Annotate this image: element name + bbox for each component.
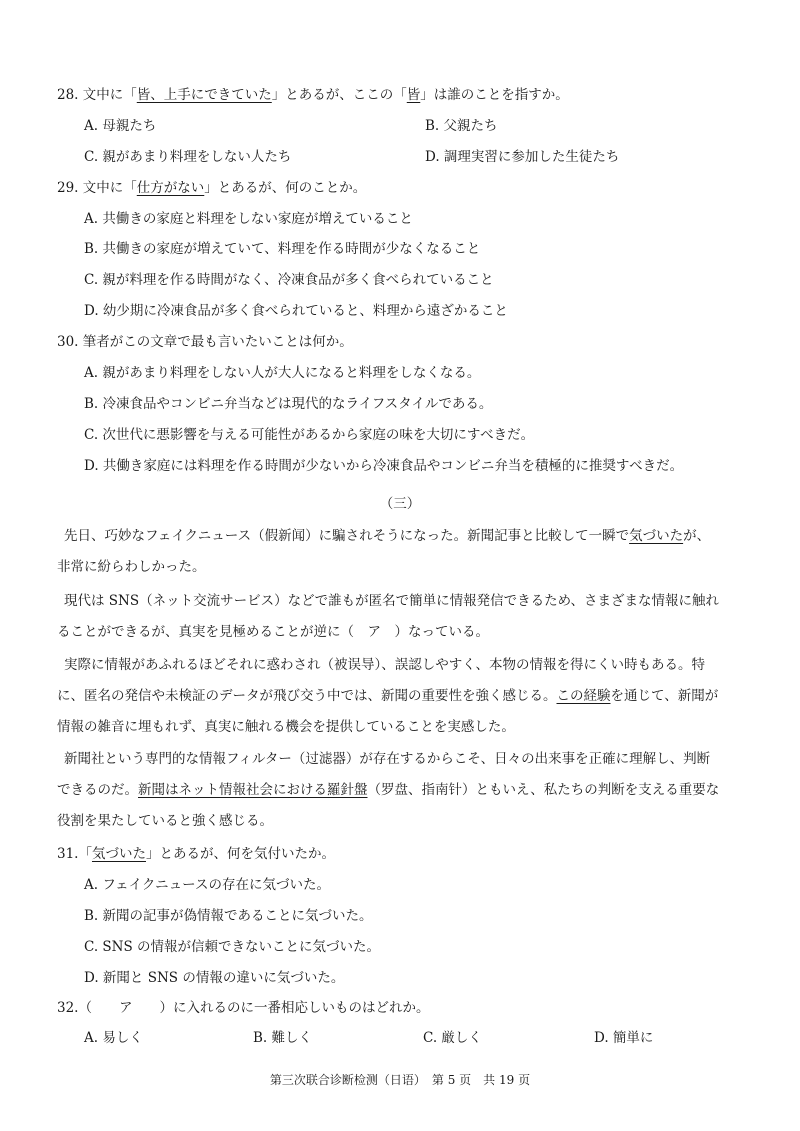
question-29 <box>57 179 366 197</box>
q28-option-a[interactable]: A. 母親たち <box>84 118 157 134</box>
q29-option-c[interactable]: C. 親が料理を作る時間がなく、冷凍食品が多く食べられていること <box>84 272 494 288</box>
passage-text: 先日、巧妙なフェイクニュース（假新闻）に騙されそうになった。新聞記事と比較して一瞬で <box>64 528 630 544</box>
passage-line-1 <box>64 527 710 545</box>
q31-option-d[interactable]: D. 新聞と SNS の情報の違いに気づいた。 <box>84 970 345 986</box>
passage-underlined-keiken: この経験 <box>556 688 611 704</box>
q31-option-a[interactable]: A. フェイクニュースの存在に気づいた。 <box>84 877 330 893</box>
passage-line-6 <box>57 687 718 705</box>
q28-text-3: 」は誰のことを指すか。 <box>420 87 569 103</box>
passage-underlined-rashinban: 新聞はネット情報社会における羅針盤 <box>138 782 368 798</box>
q29-option-a[interactable]: A. 共働きの家庭と料理をしない家庭が増えていること <box>84 211 413 227</box>
q29-underlined-1: 仕方がない <box>136 180 205 196</box>
passage-text: （罗盘、指南针）ともいえ、私たちの判断を支える重要な <box>367 782 720 798</box>
q28-option-b[interactable]: B. 父親たち <box>425 118 498 134</box>
passage-text: が、 <box>683 528 711 544</box>
section-title: （三） <box>379 496 421 512</box>
q29-text-1: 29. 文中に「 <box>57 180 137 196</box>
passage-line-7: 情報の雑音に埋もれず、真実に触れる機会を提供していることを実感した。 <box>57 719 515 735</box>
q31-option-c[interactable]: C. SNS の情報が信頼できないことに気づいた。 <box>84 939 381 955</box>
q31-option-b[interactable]: B. 新聞の記事が偽情報であることに気づいた。 <box>84 908 373 924</box>
q32-option-b[interactable]: B. 難しく <box>253 1030 313 1046</box>
passage-text: に、匿名の発信や未検証のデータが飛び交う中では、新聞の重要性を強く感じる。 <box>57 688 557 704</box>
q32-option-c[interactable]: C. 厳しく <box>423 1030 482 1046</box>
q28-underlined-2: 皆 <box>406 87 421 103</box>
q30-option-b[interactable]: B. 冷凍食品やコンビニ弁当などは現代的なライフスタイルである。 <box>84 396 493 412</box>
passage-line-4: ることができるが、真実を見極めることが逆に（ ア ）なっている。 <box>57 624 489 640</box>
q30-option-c[interactable]: C. 次世代に悪影響を与える可能性があるから家庭の味を大切にすべきだ。 <box>84 427 535 443</box>
passage-line-2: 非常に紛らわしかった。 <box>57 559 206 575</box>
q28-text-2: 」とあるが、ここの「 <box>271 87 407 103</box>
q29-text-2: 」とあるが、何のことか。 <box>204 180 367 196</box>
passage-line-8: 新聞社という専門的な情報フィルター（过滤器）が存在するからこそ、日々の出来事を正確に理解し、判断 <box>64 751 711 767</box>
q29-option-d[interactable]: D. 幼少期に冷凍食品が多く食べられていると、料理から遠ざかること <box>84 303 508 319</box>
q31-underlined-1: 気づいた <box>91 846 146 862</box>
q30-option-a[interactable]: A. 親があまり料理をしない人が大人になると料理をしなくなる。 <box>84 365 481 381</box>
question-32: 32.（ ア ）に入れるのに一番相応しいものはどれか。 <box>57 1000 430 1016</box>
page-footer: 第三次联合诊断检测（日语） 第 5 页 共 19 页 <box>269 1073 531 1087</box>
q32-option-d[interactable]: D. 簡単に <box>594 1030 654 1046</box>
q28-underlined-1: 皆、上手にできていた <box>136 87 272 103</box>
q28-option-d[interactable]: D. 調理実習に参加した生徒たち <box>425 149 620 165</box>
passage-text: を通じて、新聞が <box>610 688 719 704</box>
passage-underlined-kizuita: 気づいた <box>629 528 684 544</box>
question-31 <box>57 845 335 863</box>
question-28 <box>57 86 569 104</box>
q31-text-2: 」とあるが、何を気付いたか。 <box>145 846 335 862</box>
q29-option-b[interactable]: B. 共働きの家庭が増えていて、料理を作る時間が少なくなること <box>84 241 481 257</box>
passage-line-10: 役割を果たしていると強く感じる。 <box>57 813 273 829</box>
q31-text-1: 31.「 <box>57 846 92 862</box>
passage-text: できるのだ。 <box>57 782 138 798</box>
q32-option-a[interactable]: A. 易しく <box>84 1030 143 1046</box>
q30-option-d[interactable]: D. 共働き家庭には料理を作る時間が少ないから冷凍食品やコンビニ弁当を積極的に推奨すべきだ。 <box>84 458 684 474</box>
question-30: 30. 筆者がこの文章で最も言いたいことは何か。 <box>57 334 353 350</box>
passage-line-9 <box>57 781 719 799</box>
q28-text-1: 28. 文中に「 <box>57 87 137 103</box>
passage-line-3: 現代は SNS（ネット交流サービス）などで誰もが匿名で簡単に情報発信できるため、さまざまな情報に触れ <box>64 593 720 609</box>
q28-option-c[interactable]: C. 親があまり料理をしない人たち <box>84 149 292 165</box>
passage-line-5: 実際に情報があふれるほどそれに惑わされ（被误导）、誤認しやすく、本物の情報を得にくい時もある。特 <box>64 657 705 673</box>
